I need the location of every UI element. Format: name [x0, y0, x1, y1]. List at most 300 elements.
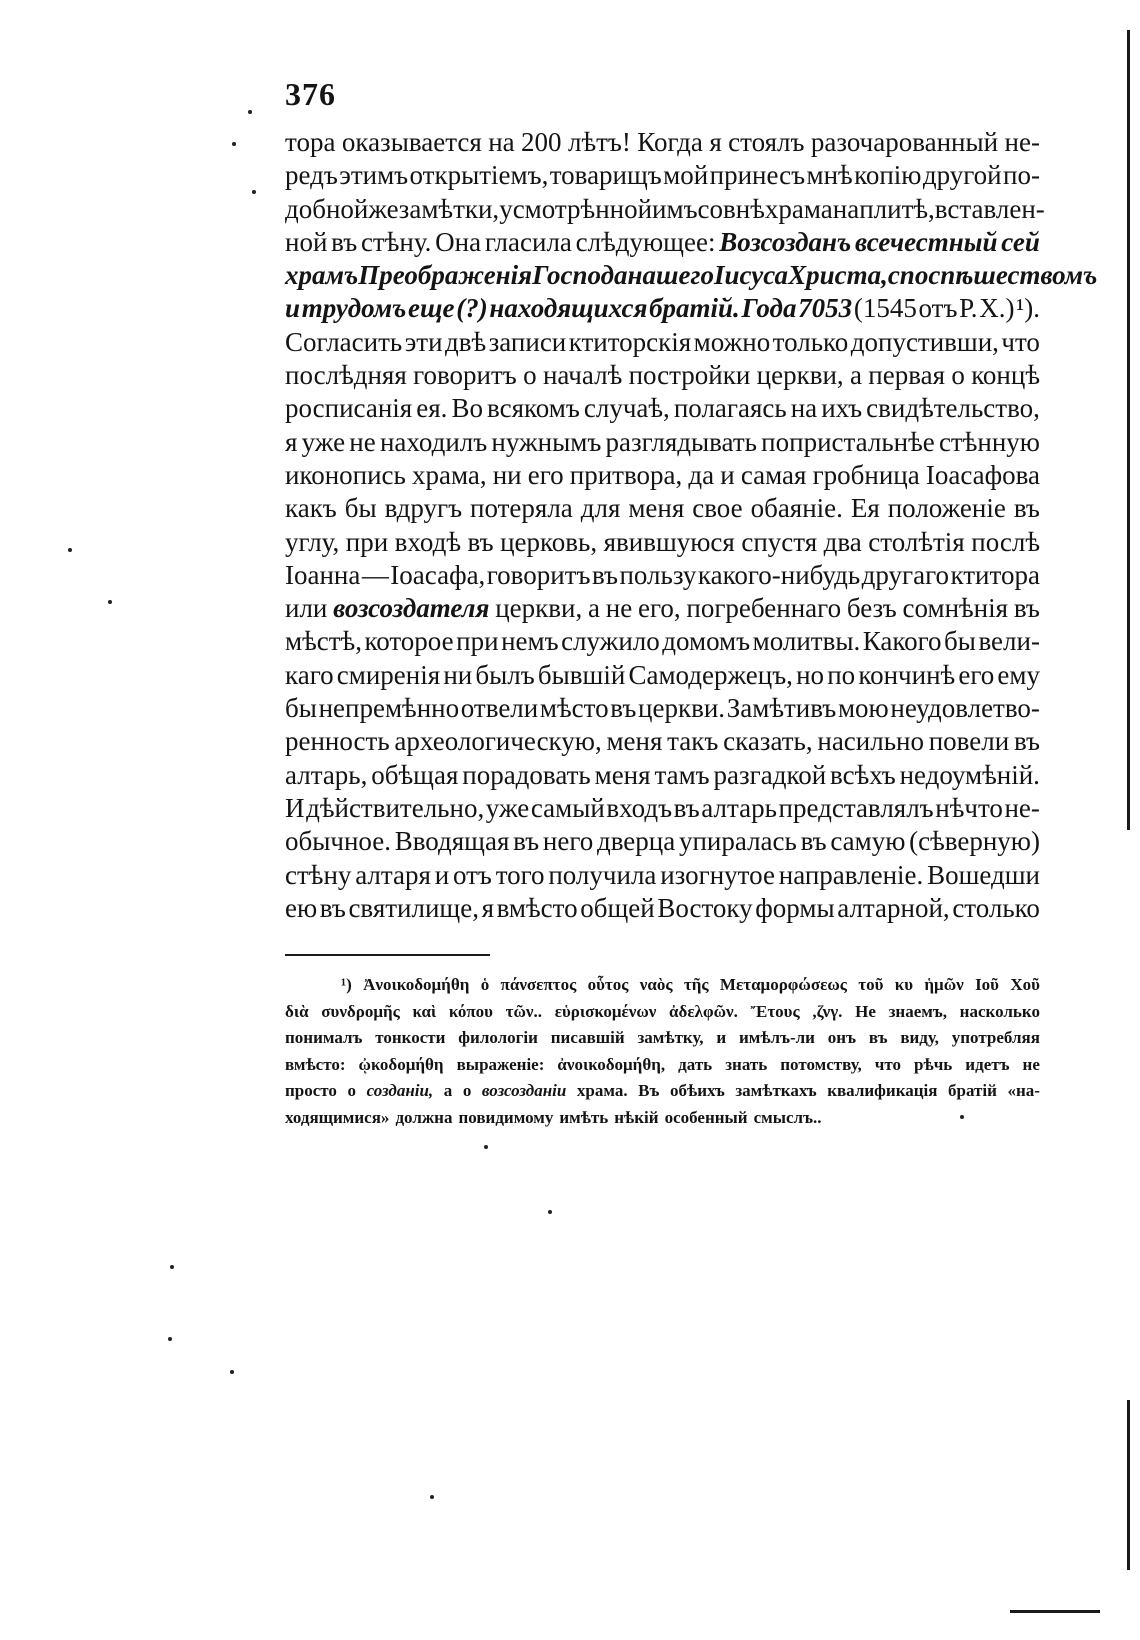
word: недоумѣній. [899, 759, 1040, 790]
text-line [285, 193, 1045, 226]
word: διὰ [285, 1001, 309, 1021]
word: эти [404, 326, 443, 357]
word: въ [800, 826, 827, 857]
text-line [285, 492, 1040, 525]
word: отвели [460, 693, 539, 724]
scan-speck [252, 190, 256, 194]
word: какого-нибудь [697, 559, 861, 590]
word: Х.) [979, 293, 1015, 324]
word: въ [319, 892, 346, 923]
word: концѣ [971, 360, 1040, 391]
word: бы [944, 626, 976, 657]
text-line [285, 792, 1040, 825]
word: понималъ [285, 1028, 363, 1047]
word: положеніе [887, 493, 1006, 524]
word: особенный [664, 1107, 748, 1127]
word: находящихся [489, 293, 648, 324]
scan-edge-mark [1127, 30, 1130, 830]
word: обычное. [285, 826, 391, 857]
word: о [462, 1081, 472, 1100]
word: Р. [959, 293, 978, 324]
word: писавшій [550, 1028, 625, 1047]
word: τῆς [683, 975, 709, 994]
word: бывшій [537, 659, 626, 690]
word: непремѣнно [318, 693, 460, 724]
text-line [285, 859, 1040, 892]
word: Іоанна [285, 559, 361, 590]
word: представлялъ [778, 792, 934, 823]
word: а [443, 1081, 453, 1100]
word: стѣну [285, 859, 352, 890]
word: я [285, 426, 298, 457]
word: Преображенія [358, 260, 533, 291]
word: другой [922, 160, 1002, 191]
word: о [523, 360, 537, 391]
word: оказывается [341, 127, 482, 157]
text-line [285, 592, 1040, 625]
word: послѣдняя [285, 360, 407, 391]
scan-edge-mark [1127, 1400, 1130, 1570]
word: всечестный [855, 226, 998, 257]
word: имѣть [559, 1107, 609, 1127]
scan-speck [232, 142, 236, 146]
word: о [951, 360, 965, 391]
word: просто [285, 1081, 337, 1100]
scan-speck [108, 600, 112, 604]
word: меня [594, 759, 651, 790]
word: τοῦ [858, 975, 884, 994]
word: сказать, [723, 726, 813, 757]
scan-speck [960, 1115, 964, 1119]
word: редъ [285, 160, 338, 191]
word: алтаря [355, 859, 431, 890]
word: или [285, 593, 328, 624]
word: алтарь [701, 792, 777, 823]
word: ,ζνγ. [812, 1001, 843, 1021]
word: Года [741, 293, 797, 324]
word: повидимому [458, 1107, 554, 1127]
word: по- [1003, 160, 1040, 191]
word: открытіемъ, [409, 160, 549, 191]
word: въ [467, 526, 494, 557]
word: споспѣшествомъ [887, 260, 1098, 291]
word: порадовать [462, 759, 591, 790]
word: разочарованный [810, 127, 999, 157]
word: бы [285, 693, 317, 724]
word: потомству, [780, 1054, 862, 1074]
word: внѣ [723, 193, 765, 224]
word: 7053 [798, 293, 853, 324]
text-line [285, 159, 1040, 192]
word: входъ [606, 792, 673, 823]
word: же [368, 193, 399, 224]
word: лѣтъ! [567, 127, 631, 157]
word: въ [868, 1028, 888, 1047]
word: συνδρομῆς [321, 1001, 400, 1021]
word: погребеннаго [686, 593, 842, 624]
word: стоялъ [728, 127, 805, 157]
word: него [542, 826, 594, 857]
word: безъ [846, 593, 897, 624]
word: Ἀνοικοδομήθη [363, 975, 470, 994]
text-line [285, 825, 1040, 858]
word: алтарь, [285, 759, 368, 790]
word: началѣ [542, 360, 623, 391]
text-line [285, 526, 1040, 559]
word: говоритъ [486, 559, 591, 590]
word: на [832, 193, 860, 224]
word: ὁ [480, 975, 490, 994]
word: самый [530, 792, 605, 823]
word: замѣтки, [398, 193, 500, 224]
text-line [285, 692, 1040, 725]
word: только [772, 326, 849, 357]
word: не [349, 426, 376, 457]
word: я [709, 127, 722, 157]
text-line [285, 359, 1040, 392]
word: насколько [959, 1001, 1040, 1021]
word: да [688, 459, 715, 490]
word: Замѣтивъ [726, 693, 837, 724]
word: о [347, 1081, 356, 1100]
word: на [790, 393, 818, 424]
word: ἀδελφῶν. [669, 1001, 738, 1021]
word: Какого [862, 626, 942, 657]
word: Господа [532, 260, 628, 291]
word: братій. [649, 293, 740, 324]
text-line [285, 559, 1040, 592]
word: не [605, 593, 633, 624]
word: сей [1001, 226, 1040, 257]
word: въ [591, 559, 618, 590]
word: всякомъ [487, 393, 580, 424]
footnote-line [285, 1052, 1040, 1079]
word: ренность [285, 726, 390, 757]
scan-edge-mark [1010, 1610, 1100, 1613]
word: ни [443, 659, 473, 690]
word: Во [451, 393, 483, 424]
word: и [285, 293, 301, 324]
word: и [716, 1028, 727, 1047]
word: Ея [850, 493, 880, 524]
word: мой [663, 160, 709, 191]
word: святилище, [348, 892, 479, 923]
word: самую [830, 826, 906, 857]
word: которое [364, 626, 454, 657]
word: употребляя [951, 1028, 1040, 1047]
word: другаго [861, 559, 950, 590]
word: уже [301, 426, 346, 457]
word: стѣнную [938, 426, 1040, 457]
word: допустивши, [850, 326, 999, 357]
word: замѣтку, [637, 1028, 704, 1047]
word: нѣчто [935, 792, 1003, 823]
footnote [285, 972, 1040, 1131]
word: слѣдующее: [575, 226, 716, 257]
word: полагаясь [673, 393, 787, 424]
scan-speck [548, 1210, 552, 1214]
word: обѣихъ [670, 1081, 725, 1100]
word: Въ [638, 1081, 660, 1100]
word: что [874, 1054, 901, 1074]
word: всѣхъ [830, 759, 896, 790]
word: ναὸς [639, 975, 673, 994]
word: Іоасафа, [390, 559, 486, 590]
word: ¹) [341, 975, 352, 994]
word: мѣсто [539, 693, 609, 724]
word: уже [485, 792, 530, 823]
word: не- [1004, 127, 1040, 157]
word: имъ [652, 193, 698, 224]
word: вставлен- [934, 193, 1045, 224]
word: и [720, 459, 735, 490]
word: но [796, 659, 825, 690]
word: Іоасафова [925, 459, 1040, 490]
word: ἡμῶν [924, 975, 964, 994]
word: Вошедши [927, 859, 1040, 890]
word: можно [693, 326, 771, 357]
scan-speck [170, 1265, 174, 1269]
word: два [823, 526, 862, 557]
word: добной [285, 193, 369, 224]
word: кончинѣ [858, 659, 956, 690]
word: храма. [576, 1081, 628, 1100]
word: храма [764, 193, 833, 224]
word: Возсозданъ [719, 226, 852, 257]
word: церкви, [756, 360, 844, 391]
word: смиренія [336, 659, 441, 690]
word: храмъ [285, 260, 359, 291]
word: Μεταμορφώσεως [719, 975, 847, 994]
text-line [285, 426, 1040, 459]
word: копію [854, 160, 922, 191]
word: что [1001, 326, 1040, 357]
word: «на- [1007, 1081, 1040, 1100]
footnote-line [285, 1105, 1040, 1132]
word: οὗτος [587, 975, 629, 994]
word: алтарной, [837, 892, 950, 923]
word: а [849, 360, 862, 391]
word: его [527, 459, 564, 490]
word: тонкости [375, 1028, 446, 1047]
scan-speck [230, 1370, 234, 1374]
word: и [434, 859, 450, 890]
word: послѣ [971, 526, 1040, 557]
word: въ [673, 792, 700, 823]
text-line [285, 459, 1040, 492]
word: меня [606, 726, 663, 757]
text-line [285, 126, 1040, 159]
word: еще [408, 293, 455, 324]
text-line [285, 226, 1040, 259]
scan-speck [430, 1495, 434, 1499]
word: церкви, [495, 593, 583, 624]
word: возсоздателя [333, 593, 490, 624]
word: свидѣтельство, [866, 393, 1040, 424]
word: тамъ [654, 759, 710, 790]
word: филологіи [458, 1028, 538, 1047]
footnote-line [285, 972, 1040, 999]
word: рѣчь [914, 1054, 953, 1074]
word: какъ [285, 493, 337, 524]
word: стѣну. [360, 226, 432, 257]
word: для [580, 493, 621, 524]
word: нужнымъ [491, 426, 602, 457]
word: братій [948, 1081, 997, 1100]
word: знаемъ, [888, 1001, 947, 1021]
word: ея. [416, 393, 448, 424]
word: а [588, 593, 600, 624]
word: этимъ [339, 160, 409, 191]
word: его [958, 659, 995, 690]
word: разглядывать [605, 426, 757, 457]
word: ни [492, 459, 522, 490]
text-line [285, 759, 1040, 792]
word: того [495, 859, 545, 890]
word: при [345, 526, 389, 557]
word: церковь, [500, 526, 598, 557]
footnote-rule [285, 954, 490, 956]
word: квалификація [827, 1081, 938, 1100]
word: первая [868, 360, 946, 391]
word: молитвы. [752, 626, 861, 657]
page-number: 376 [285, 76, 336, 112]
word: отъ [452, 859, 492, 890]
word: въ [1013, 593, 1040, 624]
word: углу, [285, 526, 340, 557]
scan-speck [168, 1337, 172, 1341]
word: ктиторскія [568, 326, 692, 357]
word: замѣткахъ [735, 1081, 817, 1100]
word: каго [285, 659, 334, 690]
word: на [488, 127, 515, 157]
word: (сѣверную) [909, 826, 1040, 857]
word: мнѣ [806, 160, 853, 191]
word: при [456, 626, 499, 657]
word: имѣлъ-ли [738, 1028, 815, 1047]
word: ходящимися» [285, 1107, 390, 1127]
word: 200 [521, 127, 562, 157]
word: спустя [741, 526, 818, 557]
word: возсозданіи [481, 1081, 567, 1100]
word: самая [740, 459, 807, 490]
word: онъ [827, 1028, 857, 1047]
word: (?) [456, 293, 488, 324]
word: росписанія [285, 393, 413, 424]
text-line [285, 725, 1040, 758]
word: немъ [501, 626, 559, 657]
word: случаѣ, [583, 393, 670, 424]
main-text [285, 126, 1098, 925]
word: идетъ [965, 1054, 1010, 1074]
word: И [285, 792, 305, 823]
word: вмѣсто [496, 892, 578, 923]
word: не- [1004, 792, 1040, 823]
text-line [285, 892, 1040, 925]
word: въ [1013, 493, 1040, 524]
word: со [697, 193, 724, 224]
word: ᾠκοδομήθη [358, 1054, 444, 1074]
word: попристальнѣе [761, 426, 935, 457]
word: Ιοῦ [975, 975, 1000, 994]
word: κυ [894, 975, 914, 994]
scan-speck [248, 110, 252, 114]
word: нѣкій [614, 1107, 659, 1127]
word: общей [580, 892, 655, 923]
word: должна [395, 1107, 453, 1127]
word: меня [628, 493, 685, 524]
word: археологическую, [394, 726, 602, 757]
word: вели- [978, 626, 1040, 657]
word: домомъ [662, 626, 751, 657]
word: гласила [484, 226, 572, 257]
word: Христа, [788, 260, 888, 291]
word: упиралась [678, 826, 797, 857]
word: служило [561, 626, 660, 657]
word: выраженіе: [456, 1054, 545, 1074]
word: Когда [637, 127, 703, 157]
word: мою [837, 693, 889, 724]
word: его, [637, 593, 681, 624]
word: по [827, 659, 856, 690]
word: храма, [411, 459, 487, 490]
word: отъ [918, 293, 958, 324]
word: въ [610, 693, 637, 724]
word: я [481, 892, 494, 923]
word: явившуюся [603, 526, 735, 557]
word: получила [548, 859, 657, 890]
word: ¹). [1016, 293, 1040, 324]
word: ихъ [821, 393, 863, 424]
word: формы [755, 892, 835, 923]
word: въ [331, 226, 358, 257]
word: Іисуса [713, 260, 789, 291]
word: тора [285, 127, 336, 157]
word: κόπου [448, 1001, 493, 1021]
word: созданіи, [366, 1081, 434, 1100]
word: въ [1013, 726, 1040, 757]
word: Самодержецъ, [628, 659, 793, 690]
word: неудовлетво- [890, 693, 1040, 724]
word: Востоку [657, 892, 753, 923]
word: столѣтія [868, 526, 965, 557]
word: καὶ [412, 1001, 437, 1021]
word: Она [435, 226, 482, 257]
word: Согласить [285, 326, 403, 357]
word: записи [488, 326, 567, 357]
word: входѣ [394, 526, 462, 557]
word: — [361, 559, 389, 590]
word: насильно [817, 726, 924, 757]
word: принесъ [709, 160, 806, 191]
scan-speck [68, 548, 72, 552]
word: дать [678, 1054, 713, 1074]
word: усмотрѣнной [499, 193, 653, 224]
word: изогнутое [660, 859, 775, 890]
word: вдругъ [384, 493, 463, 524]
text-line [285, 326, 1040, 359]
text-line [285, 659, 1040, 692]
text-line [285, 292, 1040, 325]
word: мѣстѣ, [285, 626, 362, 657]
word: Не [855, 1001, 876, 1021]
footnote-line [285, 999, 1040, 1026]
word: ной [285, 226, 328, 257]
footnote-line [285, 1025, 1040, 1052]
word: направленіе. [778, 859, 924, 890]
word: дѣйствительно, [306, 792, 485, 823]
word: иконопись [285, 459, 406, 490]
